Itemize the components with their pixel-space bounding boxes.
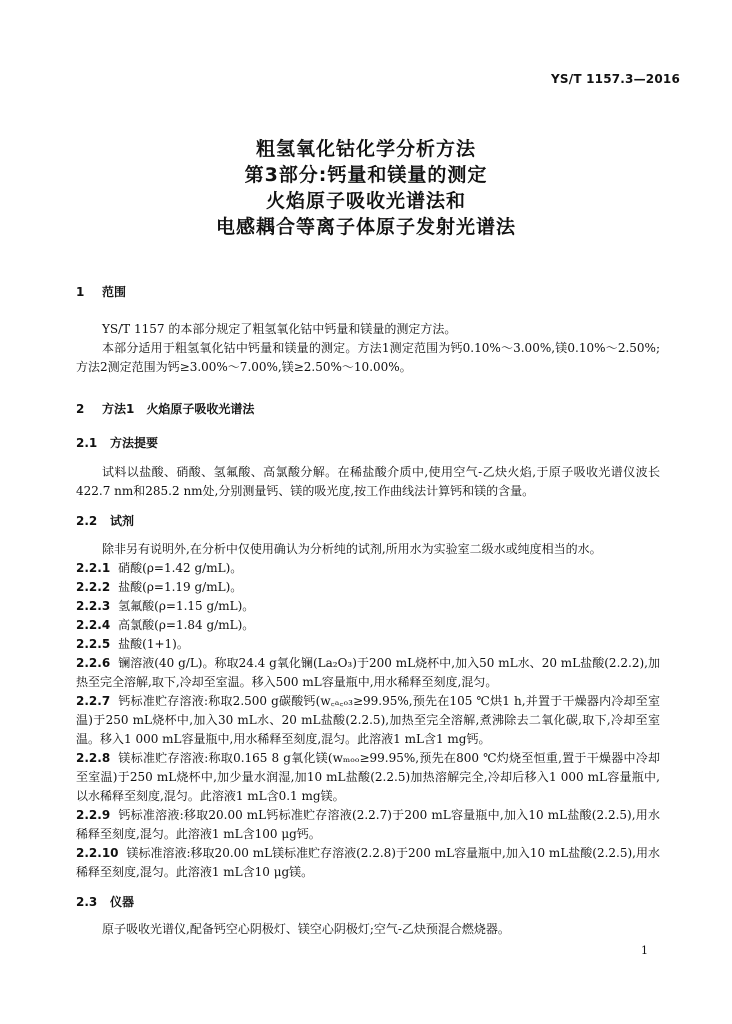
subsection-number: 2.3 xyxy=(76,895,98,909)
reagent-item xyxy=(76,749,660,806)
page-number: 1 xyxy=(641,944,648,957)
section-heading-1 xyxy=(76,283,126,300)
reagent-item xyxy=(76,692,660,749)
reagent-text: 镁标准贮存溶液:称取0.165 8 g氧化镁(wₘₒₒ≥99.95%,预先在800 ℃灼烧至恒重,置于干燥器中冷却至室温)于250 mL烧杯中,加少量水润湿,加10 mL盐酸(2.2.5)加热溶解完全,冷却后移入1 000 mL容量瓶中,以水稀释至刻度,混匀。此溶液1 mL含0.1 mg镁。 xyxy=(76,751,660,803)
section-number: 1 xyxy=(76,285,85,299)
apparatus-paragraph: 原子吸收光谱仪,配备钙空心阴极灯、镁空心阴极灯;空气-乙炔预混合燃烧器。 xyxy=(102,922,510,936)
reagent-item xyxy=(76,597,660,616)
subsection-title: 方法提要 xyxy=(110,436,159,450)
subsection-number: 2.1 xyxy=(76,436,98,450)
subsection-heading-2-3 xyxy=(76,893,134,910)
reagent-text: 硝酸(ρ=1.42 g/mL)。 xyxy=(118,561,243,575)
reagent-item xyxy=(76,654,660,692)
section-number: 2 xyxy=(76,402,85,416)
reagent-text: 钙标准溶液:移取20.00 mL钙标准贮存溶液(2.2.7)于200 mL容量瓶中,加入10 mL盐酸(2.2.5),用水稀释至刻度,混匀。此溶液1 mL含100 μg钙。 xyxy=(76,808,660,841)
document-title xyxy=(0,136,732,240)
principle-paragraph: 试料以盐酸、硝酸、氢氟酸、高氯酸分解。在稀盐酸介质中,使用空气-乙炔火焰,于原子吸收光谱仪波长422.7 nm和285.2 nm处,分别测量钙、镁的吸光度,按工作曲线法计算钙和镁的含量。 xyxy=(76,465,660,498)
reagent-text: 盐酸(1+1)。 xyxy=(118,637,189,651)
reagent-item xyxy=(76,806,660,844)
reagent-item xyxy=(76,635,660,654)
reagent-item xyxy=(76,559,660,578)
standard-number: YS/T 1157.3—2016 xyxy=(551,72,680,86)
section-title: 方法1 火焰原子吸收光谱法 xyxy=(102,402,255,416)
reagent-number: 2.2.9 xyxy=(76,808,111,822)
reagent-number: 2.2.1 xyxy=(76,561,111,575)
subsection-heading-2-2 xyxy=(76,512,134,529)
subsection-number: 2.2 xyxy=(76,514,98,528)
reagent-text: 氢氟酸(ρ=1.15 g/mL)。 xyxy=(118,599,255,613)
reagent-item xyxy=(76,844,660,882)
section-heading-2 xyxy=(76,400,254,417)
reagent-number: 2.2.8 xyxy=(76,751,111,765)
scope-paragraph-1: YS/T 1157 的本部分规定了粗氢氧化钴中钙量和镁量的测定方法。 xyxy=(102,322,457,336)
reagent-text: 镁标准溶液:移取20.00 mL镁标准贮存溶液(2.2.8)于200 mL容量瓶中,加入10 mL盐酸(2.2.5),用水稀释至刻度,混匀。此溶液1 mL含10 μg镁。 xyxy=(76,846,660,879)
title-line-2: 第3部分:钙量和镁量的测定 xyxy=(244,164,488,186)
reagent-number: 2.2.3 xyxy=(76,599,111,613)
subsection-title: 仪器 xyxy=(110,895,135,909)
reagents-intro: 除非另有说明外,在分析中仅使用确认为分析纯的试剂,所用水为实验室二级水或纯度相当的水。 xyxy=(102,542,602,556)
reagent-number: 2.2.4 xyxy=(76,618,111,632)
scope-paragraph-2: 本部分适用于粗氢氧化钴中钙量和镁量的测定。方法1测定范围为钙0.10%～3.00%,镁0.10%～2.50%;方法2测定范围为钙≥3.00%～7.00%,镁≥2.50%～10.00%。 xyxy=(76,341,660,374)
reagent-number: 2.2.2 xyxy=(76,580,111,594)
subsection-title: 试剂 xyxy=(110,514,135,528)
reagent-number: 2.2.6 xyxy=(76,656,111,670)
reagent-text: 高氯酸(ρ=1.84 g/mL)。 xyxy=(118,618,255,632)
title-line-3: 火焰原子吸收光谱法和 xyxy=(265,190,466,212)
reagent-number: 2.2.5 xyxy=(76,637,111,651)
reagent-text: 钙标准贮存溶液:称取2.500 g碳酸钙(w꜀ₐ꜀ₒ₃≥99.95%,预先在105 ℃烘1 h,并置于干燥器内冷却至室温)于250 mL烧杯中,加入30 mL水、20 mL盐酸(2.2.5),加热至完全溶解,煮沸除去二氧化碳,取下,冷却至室温。移入1 000 mL容量瓶中,用水稀释至刻度,混匀。此溶液1 mL含1 mg钙。 xyxy=(76,694,660,746)
reagent-text: 镧溶液(40 g/L)。称取24.4 g氧化镧(La₂O₃)于200 mL烧杯中,加入50 mL水、20 mL盐酸(2.2.2),加热至完全溶解,取下,冷却至室温。移入500 mL容量瓶中,用水稀释至刻度,混匀。 xyxy=(76,656,660,689)
reagent-number: 2.2.10 xyxy=(76,846,119,860)
reagent-text: 盐酸(ρ=1.19 g/mL)。 xyxy=(118,580,243,594)
reagent-number: 2.2.7 xyxy=(76,694,111,708)
title-line-1: 粗氢氧化钴化学分析方法 xyxy=(255,138,476,160)
subsection-heading-2-1 xyxy=(76,434,158,451)
section-title: 范围 xyxy=(102,285,127,299)
reagent-item xyxy=(76,616,660,635)
title-line-4: 电感耦合等离子体原子发射光谱法 xyxy=(215,216,516,238)
reagent-item xyxy=(76,578,660,597)
